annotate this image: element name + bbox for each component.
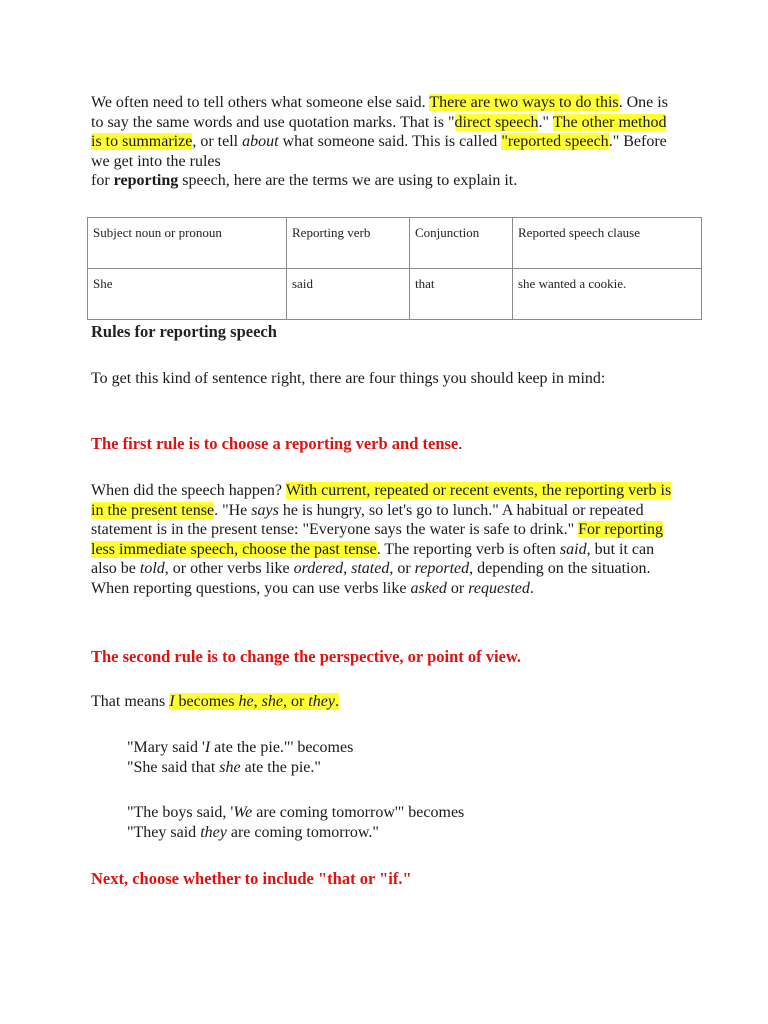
para-text: , but it can also be (91, 540, 655, 577)
table-cell: that (410, 269, 513, 320)
example-text: ate the pie." (240, 758, 321, 776)
intro-text: speech, here are the terms we are using to explain it. (178, 172, 518, 189)
highlight-summarize: The other method is to summarize (91, 113, 667, 150)
intro-text: ." Before we get into the rules (91, 133, 667, 170)
emphasis-we: We (233, 804, 253, 821)
table-cell: she wanted a cookie. (513, 269, 702, 320)
emphasis-he: he (238, 693, 254, 710)
para-text: becomes (174, 693, 239, 710)
emphasis-she: she (219, 758, 241, 776)
para-text: he is hungry, so let's go to lunch." A habitual or repeated statement is in the present tense: "Everyone says the water is safe to drink." (91, 501, 644, 538)
para-text: , (253, 693, 262, 710)
terms-table (87, 217, 702, 320)
para-text: , or (389, 560, 415, 577)
example-text: "The boys said, ' (127, 804, 234, 821)
emphasis-stated: stated (351, 560, 390, 577)
highlight-past-tense: For reporting less immediate speech, choose the past tense (91, 521, 664, 558)
table-cell: Reporting verb (287, 218, 410, 269)
para-text: , or other verbs like (164, 560, 294, 577)
para-text: . (334, 693, 339, 710)
emphasis-asked: asked (410, 579, 447, 597)
emphasis-reported: reported (414, 560, 470, 577)
intro-text: , or tell (192, 133, 243, 150)
example-text: are coming tomorrow'" becomes (252, 804, 465, 821)
rule-one-period: . (458, 434, 463, 453)
emphasis-ordered: ordered (293, 560, 344, 577)
intro-paragraph (91, 93, 681, 191)
rule-three-heading: Next, choose whether to include "that or "if." (91, 869, 412, 888)
intro-text: for (91, 172, 114, 189)
intro-text: . One is to say the same words and use quotation marks. That is " (91, 94, 668, 131)
emphasis-says: says (251, 501, 279, 519)
highlight-two-ways: There are two ways to do this (429, 94, 619, 111)
intro-text: We often need to tell others what someone else said. (91, 94, 430, 111)
emphasis-i: I (169, 693, 175, 710)
paragraph-four-things: To get this kind of sentence right, there are four things you should keep in mind: (91, 370, 606, 387)
para-text: , (343, 560, 352, 577)
highlight-pronouns (169, 693, 339, 710)
example-text: "She said that (127, 758, 220, 776)
para-text: , depending on the situation. When reporting questions, you can use verbs like (91, 560, 651, 597)
para-text: When did the speech happen? (91, 482, 286, 499)
example-text: "Mary said ' (127, 739, 205, 756)
intro-text: ." (538, 113, 553, 131)
emphasis-about: about (242, 133, 279, 150)
para-text: , or (282, 693, 309, 710)
table-cell: Conjunction (410, 218, 513, 269)
bold-reporting: reporting (113, 172, 179, 189)
para-text: . The reporting verb is often (376, 540, 560, 558)
table-cell: said (287, 269, 410, 320)
table-cell: Subject noun or pronoun (88, 218, 287, 269)
example-text: ate the pie."' becomes (210, 739, 354, 756)
emphasis-told: told (139, 560, 165, 577)
highlight-direct-speech: direct speech (454, 113, 539, 131)
rule-one-heading (91, 434, 681, 454)
emphasis-she: she (261, 693, 283, 710)
emphasis-they: they (308, 693, 335, 710)
para-text: That means (91, 693, 170, 710)
rule-one-text: The first rule is to choose a reporting verb and tense (91, 434, 459, 453)
emphasis-they: they (200, 823, 227, 841)
para-text: . (529, 579, 534, 597)
emphasis-i: I (204, 739, 211, 756)
table-header-row (88, 218, 702, 269)
rule-two-heading: The second rule is to change the perspective, or point of view. (91, 647, 522, 666)
paragraph-reporting-verb (91, 481, 681, 598)
example-text: "They said (127, 823, 201, 841)
table-cell: She (88, 269, 287, 320)
highlight-reported-speech: "reported speech (501, 133, 609, 150)
example-two (127, 803, 687, 842)
paragraph-that-means (91, 692, 681, 712)
table-cell: Reported speech clause (513, 218, 702, 269)
example-text: are coming tomorrow." (226, 823, 379, 841)
example-one (127, 738, 687, 777)
emphasis-said: said (559, 540, 587, 558)
para-text: . "He (214, 501, 252, 519)
emphasis-requested: requested (468, 579, 530, 597)
para-text: or (446, 579, 469, 597)
intro-text: what someone said. This is called (278, 133, 502, 150)
section-heading: Rules for reporting speech (91, 322, 277, 341)
table-row (88, 269, 702, 320)
highlight-present-tense: With current, repeated or recent events, the reporting verb is in the present tense (91, 482, 672, 519)
